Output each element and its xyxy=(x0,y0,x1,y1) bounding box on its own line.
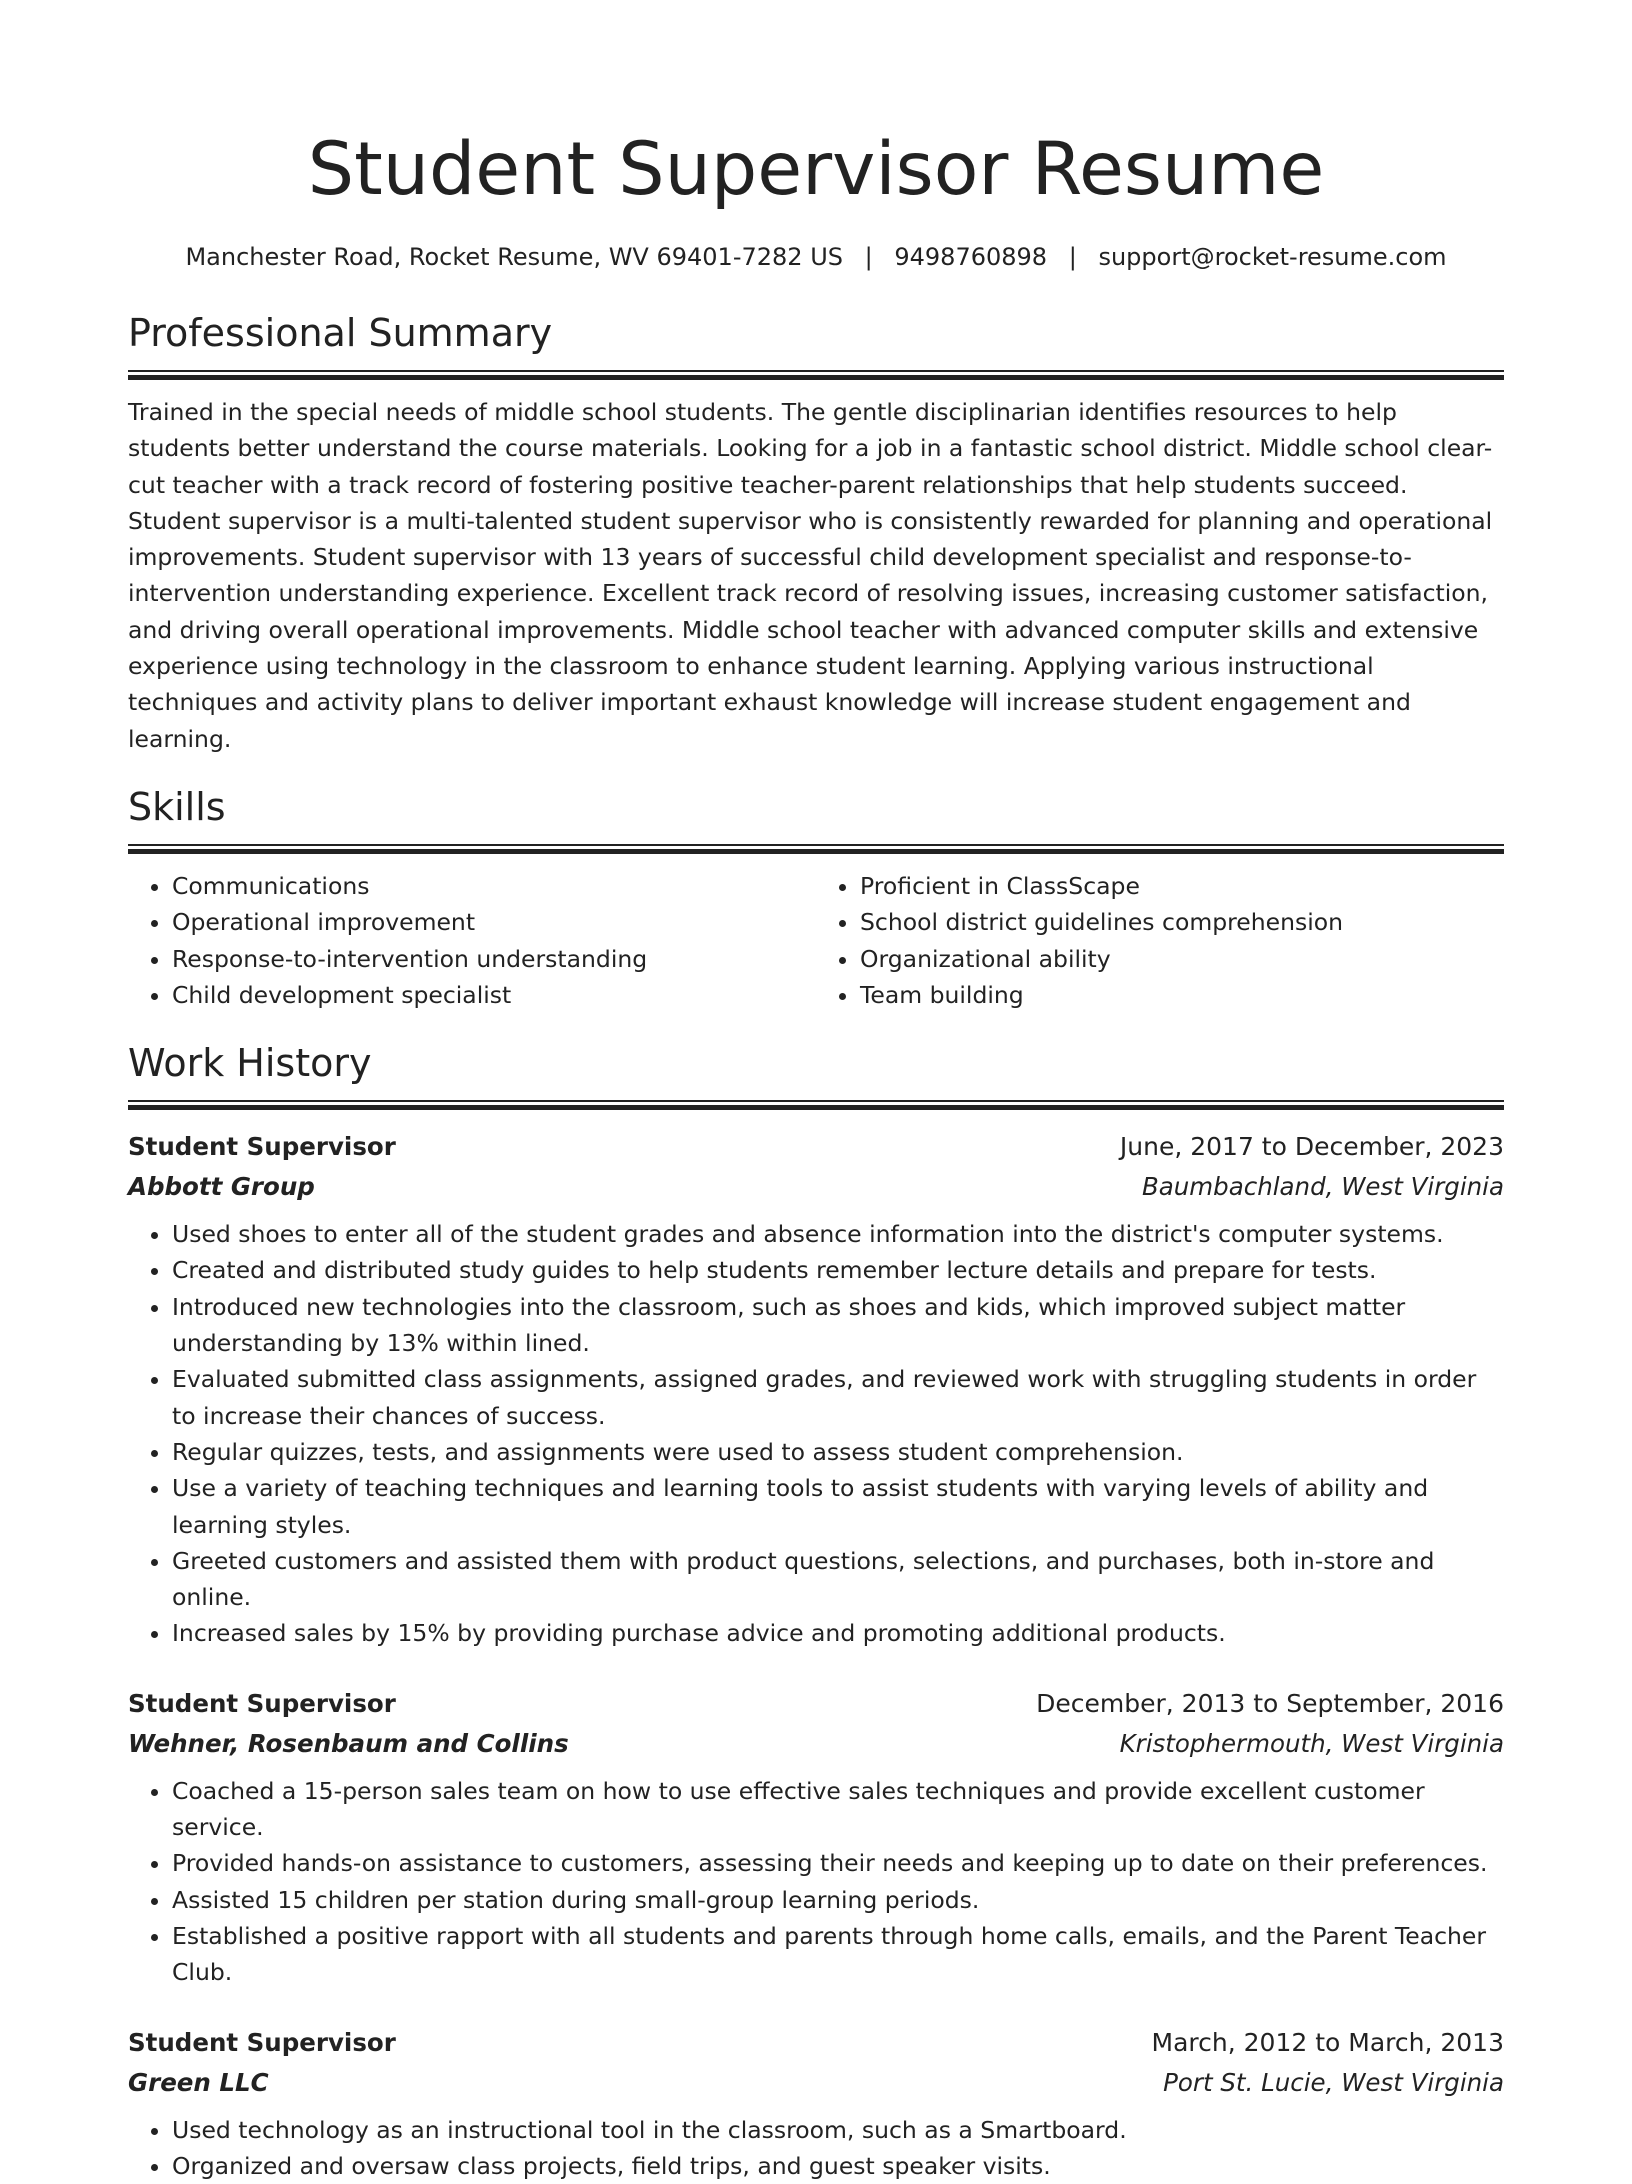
contact-separator: | xyxy=(865,241,873,273)
job-bullet: • Provided hands-on assistance to customers, assessing their needs and keeping up to date on their preferences. xyxy=(172,1845,1504,1881)
contact-email: support@rocket-resume.com xyxy=(1098,243,1446,271)
job-bullet: • Evaluated submitted class assignments, assigned grades, and reviewed work with struggling students in order to increase their chances of success. xyxy=(172,1361,1504,1434)
skills-list xyxy=(128,868,1504,1013)
job-company: Green LLC xyxy=(128,2062,269,2104)
job-bullet-list xyxy=(128,1216,1504,1652)
section-divider xyxy=(128,1100,1504,1110)
job-bullet: • Introduced new technologies into the classroom, such as shoes and kids, which improved subject matter understanding by 13% within lined. xyxy=(172,1289,1504,1362)
contact-line xyxy=(128,241,1504,273)
section-divider xyxy=(128,844,1504,854)
contact-phone: 9498760898 xyxy=(894,243,1047,271)
contact-address: Manchester Road, Rocket Resume, WV 69401-7282 US xyxy=(185,243,843,271)
skills-column-left xyxy=(128,868,816,1013)
resume-title: Student Supervisor Resume xyxy=(128,0,1504,219)
skill-item: • School district guidelines comprehension xyxy=(860,904,1504,940)
job-entry xyxy=(128,2024,1504,2184)
job-bullet: • Increased sales by 15% by providing purchase advice and promoting additional products. xyxy=(172,1615,1504,1651)
job-bullet-list xyxy=(128,1773,1504,1991)
job-location: Port St. Lucie, West Virginia xyxy=(1163,2062,1504,2104)
job-dates: March, 2012 to March, 2013 xyxy=(1152,2024,1504,2062)
job-bullet: • Assisted 15 children per station during small-group learning periods. xyxy=(172,1882,1504,1918)
resume-page xyxy=(128,0,1504,2184)
skill-item: • Child development specialist xyxy=(172,977,816,1013)
job-bullet: • Established a positive rapport with all students and parents through home calls, emails, and the Parent Teacher Club. xyxy=(172,1918,1504,1991)
job-title: Student Supervisor xyxy=(128,2024,396,2062)
summary-heading: Professional Summary xyxy=(128,308,1504,358)
skill-item: • Team building xyxy=(860,977,1504,1013)
job-bullet: • Used technology as an instructional tool in the classroom, such as a Smartboard. xyxy=(172,2112,1504,2148)
job-bullet: • Created and distributed study guides to help students remember lecture details and prepare for tests. xyxy=(172,1252,1504,1288)
summary-text: Trained in the special needs of middle school students. The gentle disciplinarian identifies resources to help students better understand the course materials. Looking for a job in a fantastic school district. Middle school clear-cut teacher with a track record of fostering positive teacher-parent relationships that help students succeed. Student supervisor is a multi-talented student supervisor who is consistently rewarded for planning and operational improvements. Student supervisor with 13 years of successful child development specialist and response-to-intervention understanding experience. Excellent track record of resolving issues, increasing customer satisfaction, and driving overall operational improvements. Middle school teacher with advanced computer skills and extensive experience using technology in the classroom to enhance student learning. Applying various instructional techniques and activity plans to deliver important exhaust knowledge will increase student engagement and learning. xyxy=(128,394,1504,757)
skill-item: • Response-to-intervention understanding xyxy=(172,941,816,977)
job-bullet: • Greeted customers and assisted them with product questions, selections, and purchases, both in-store and online. xyxy=(172,1543,1504,1616)
skill-item: • Organizational ability xyxy=(860,941,1504,977)
contact-separator: | xyxy=(1069,241,1077,273)
section-divider xyxy=(128,370,1504,380)
skill-item: • Operational improvement xyxy=(172,904,816,940)
job-location: Baumbachland, West Virginia xyxy=(1142,1166,1504,1208)
job-bullet: • Use a variety of teaching techniques and learning tools to assist students with varying levels of ability and learning styles. xyxy=(172,1470,1504,1543)
skill-item: • Proficient in ClassScape xyxy=(860,868,1504,904)
job-bullet: • Regular quizzes, tests, and assignments were used to assess student comprehension. xyxy=(172,1434,1504,1470)
job-company: Wehner, Rosenbaum and Collins xyxy=(128,1723,569,1765)
job-title: Student Supervisor xyxy=(128,1128,396,1166)
job-location: Kristophermouth, West Virginia xyxy=(1120,1723,1504,1765)
job-bullet-list xyxy=(128,2112,1504,2184)
job-bullet: • Used shoes to enter all of the student grades and absence information into the district's computer systems. xyxy=(172,1216,1504,1252)
job-title: Student Supervisor xyxy=(128,1685,396,1723)
job-bullet: • Organized and oversaw class projects, field trips, and guest speaker visits. xyxy=(172,2148,1504,2184)
work-history-heading: Work History xyxy=(128,1038,1504,1088)
job-dates: June, 2017 to December, 2023 xyxy=(1120,1128,1504,1166)
skill-item: • Communications xyxy=(172,868,816,904)
job-company: Abbott Group xyxy=(128,1166,315,1208)
job-entry xyxy=(128,1128,1504,1652)
job-entry xyxy=(128,1685,1504,1991)
job-dates: December, 2013 to September, 2016 xyxy=(1036,1685,1504,1723)
skills-heading: Skills xyxy=(128,782,1504,832)
skills-column-right xyxy=(816,868,1504,1013)
job-bullet: • Coached a 15-person sales team on how to use effective sales techniques and provide excellent customer service. xyxy=(172,1773,1504,1846)
